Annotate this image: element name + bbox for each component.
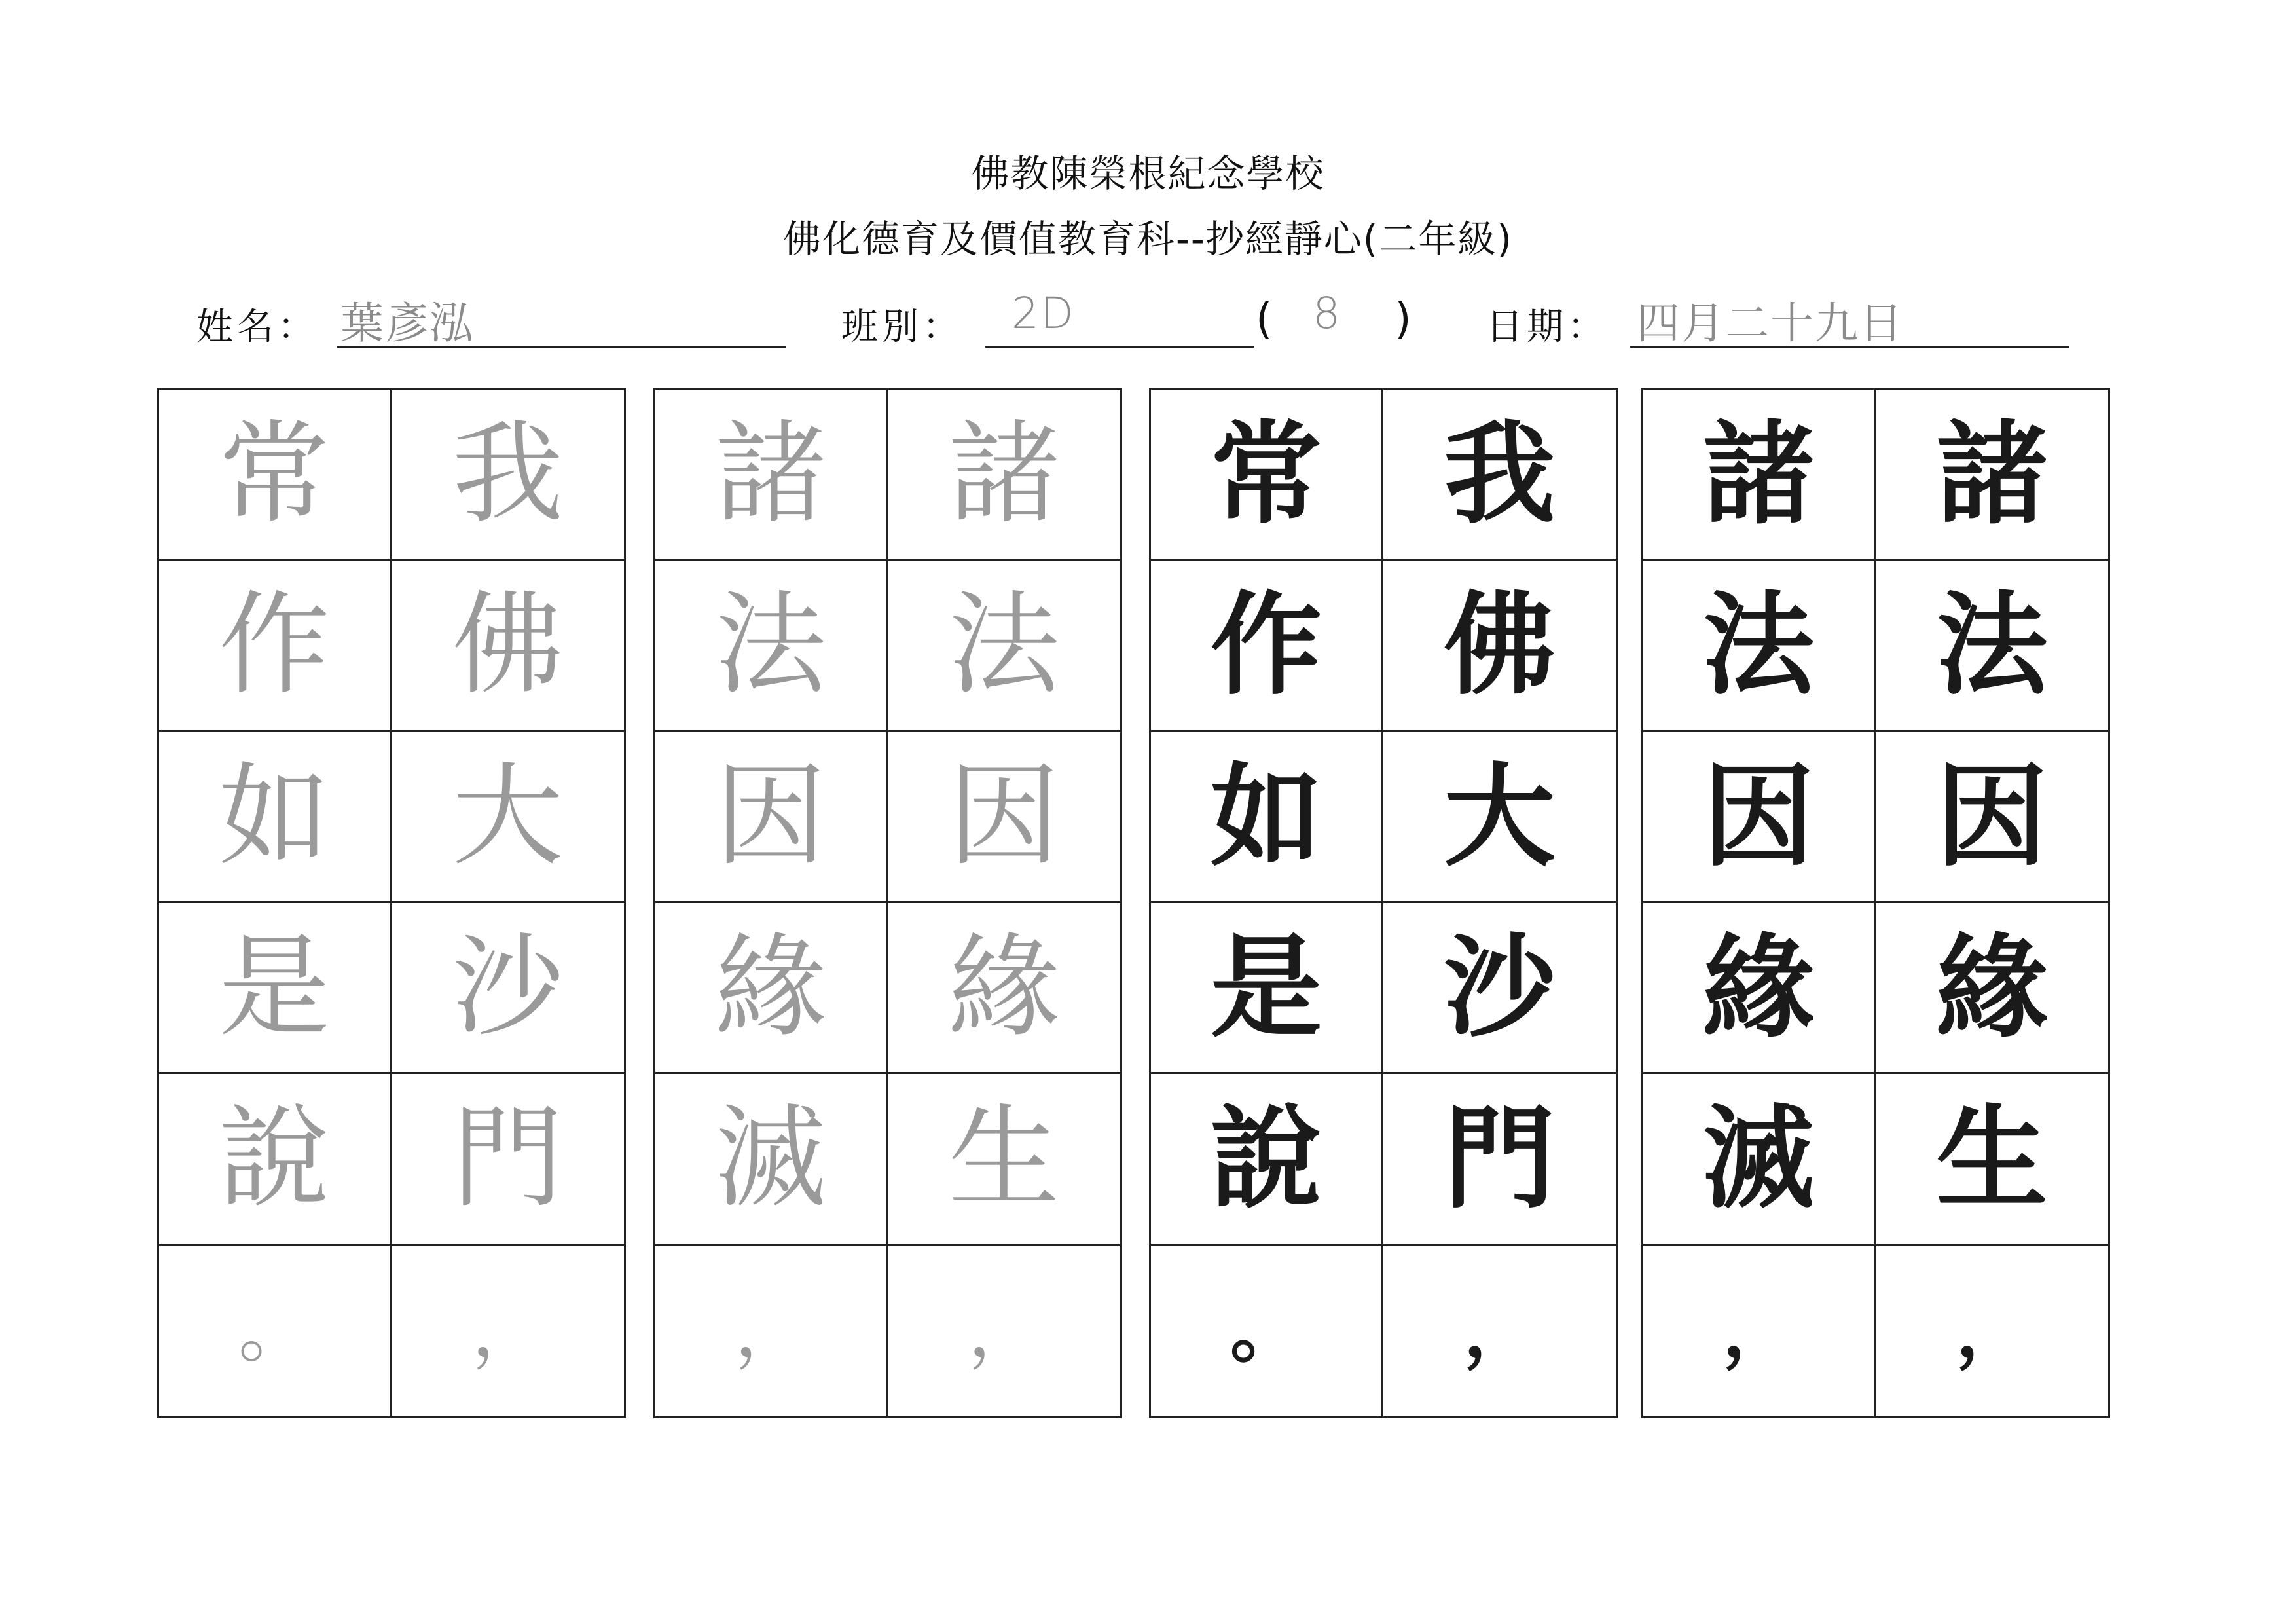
model-punct-cell: 。: [1151, 1246, 1383, 1416]
practice-char-cell: 諸: [655, 390, 888, 561]
practice-punct-cell: ，: [471, 1289, 544, 1373]
model-grid-right: [1641, 388, 2110, 1418]
model-char-cell: 緣: [1876, 903, 2108, 1074]
model-char-cell: 因: [1643, 732, 1876, 903]
practice-char-cell: 法: [888, 561, 1120, 731]
model-char-cell: 佛: [1383, 561, 1616, 731]
model-char-cell: 門: [1383, 1074, 1616, 1245]
practice-grid-left: [157, 388, 626, 1418]
model-char-cell: 生: [1876, 1074, 2108, 1245]
model-punct-cell: ，: [1956, 1288, 2028, 1373]
practice-char-cell: 緣: [655, 903, 888, 1074]
practice-punct-cell: ，: [655, 1246, 888, 1416]
practice-char-cell: 因: [655, 732, 888, 903]
model-char-cell: 如: [1151, 732, 1383, 903]
practice-char-cell: 法: [655, 561, 888, 731]
practice-char-cell: 常: [159, 390, 392, 561]
practice-char-cell: 諸: [888, 390, 1120, 561]
model-punct-cell: ，: [1643, 1246, 1876, 1416]
practice-char-cell: 是: [159, 903, 392, 1074]
practice-char-cell: 因: [888, 732, 1120, 903]
class-number-value: 8: [1313, 288, 1341, 339]
practice-punct-cell: ，: [968, 1289, 1040, 1373]
practice-char-cell: 說: [159, 1074, 392, 1245]
practice-char-cell: 我: [392, 390, 624, 561]
model-char-cell: 大: [1383, 732, 1616, 903]
school-title: 佛教陳榮根紀念學校: [971, 151, 1325, 196]
practice-grid-right: [653, 388, 1122, 1418]
practice-char-cell: 門: [392, 1074, 624, 1245]
practice-char-cell: 大: [392, 732, 624, 903]
class-label: 班別：: [841, 306, 963, 348]
subject-title: 佛化德育及價值教育科--抄經靜心(二年級): [782, 217, 1514, 261]
date-label: 日期：: [1486, 306, 1608, 348]
model-grid-left: [1149, 388, 1618, 1418]
name-field-line: [337, 346, 786, 348]
model-char-cell: 沙: [1383, 903, 1616, 1074]
class-field-value: 2D: [1011, 288, 1075, 339]
model-char-cell: 諸: [1876, 390, 2108, 561]
class-no-close-paren: ): [1394, 293, 1412, 344]
practice-char-cell: 沙: [392, 903, 624, 1074]
model-char-cell: 法: [1876, 561, 2108, 731]
name-label: 姓名：: [196, 306, 318, 348]
class-field-line: [985, 346, 1254, 348]
model-char-cell: 作: [1151, 561, 1383, 731]
date-field-line: [1630, 346, 2069, 348]
model-punct-cell: ，: [1463, 1288, 1536, 1373]
practice-punct-cell: 。: [159, 1246, 392, 1416]
practice-char-cell: 滅: [655, 1074, 888, 1245]
model-char-cell: 法: [1643, 561, 1876, 731]
practice-char-cell: 作: [159, 561, 392, 731]
practice-char-cell: 緣: [888, 903, 1120, 1074]
name-field-value: 葉彥泓: [340, 298, 474, 348]
date-field-value: 四月二十九日: [1637, 298, 1904, 348]
practice-char-cell: 生: [888, 1074, 1120, 1245]
model-char-cell: 諸: [1643, 390, 1876, 561]
model-char-cell: 滅: [1643, 1074, 1876, 1245]
model-char-cell: 是: [1151, 903, 1383, 1074]
class-no-open-paren: (: [1256, 293, 1273, 344]
model-char-cell: 緣: [1643, 903, 1876, 1074]
model-char-cell: 常: [1151, 390, 1383, 561]
model-char-cell: 因: [1876, 732, 2108, 903]
practice-char-cell: 佛: [392, 561, 624, 731]
model-char-cell: 說: [1151, 1074, 1383, 1245]
practice-char-cell: 如: [159, 732, 392, 903]
model-char-cell: 我: [1383, 390, 1616, 561]
